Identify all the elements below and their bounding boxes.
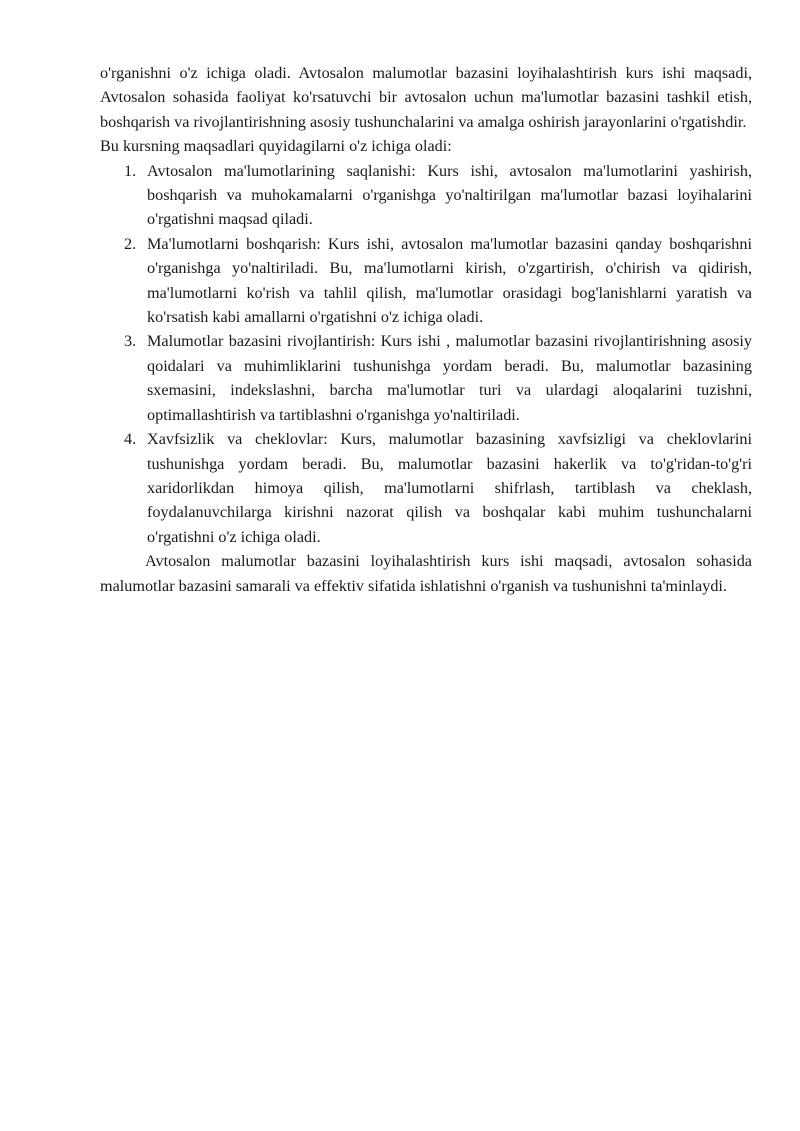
intro-paragraph: o'rganishni o'z ichiga oladi. Avtosalon malumotlar bazasini loyihalashtirish kurs ishi maqsadi, Avtosalon sohasida faoliyat ko'rsatuvchi bir avtosalon uchun ma'lumotlar bazasini tashkil etish, boshqarish va rivojlantirishning asosiy tushunchalarini va amalga oshirish jarayonlarini o'rgatishdir.: [100, 64, 752, 131]
goals-list: [100, 159, 752, 550]
list-item-text: Ma'lumotlarni boshqarish: Kurs ishi, avtosalon ma'lumotlar bazasini qanday boshqarishni o'rganishga yo'naltiriladi. Bu, ma'lumotlarni kirish, o'zgartirish, o'chirish va qidirish, ma'lumotlarni ko'rish va tahlil qilish, ma'lumotlar orasidagi bog'lanishlarni yaratish va ko'rsatish kabi amallarni o'rgatishni o'z ichiga oladi.: [147, 234, 752, 327]
list-item: [100, 329, 752, 427]
list-item-text: Xavfsizlik va cheklovlar: Kurs, malumotlar bazasining xavfsizligi va cheklovlarini tushunishga yordam beradi. Bu, malumotlar bazasini hakerlik va to'g'ridan-to'g'ri xaridorlikdan himoya qilish, ma'lumotlarni shifrlash, tartiblash va cheklash, foydalanuvchilarga kirishni nazorat qilish va boshqalar kabi muhim tushunchalarni o'rgatishni o'z ichiga oladi.: [147, 430, 752, 546]
closing-paragraph: Avtosalon malumotlar bazasini loyihalashtirish kurs ishi maqsadi, avtosalon sohasida malumotlar bazasini samarali va effektiv sifatida ishlatishni o'rganish va tushunishni ta'minlaydi.: [100, 552, 752, 595]
list-item-number: 2.: [124, 234, 137, 253]
document-page: [100, 61, 752, 598]
list-item-number: 1.: [124, 161, 137, 180]
list-item-number: 4.: [124, 430, 137, 449]
list-item: [100, 232, 752, 330]
list-item: [100, 427, 752, 549]
list-intro: Bu kursning maqsadlari quyidagilarni o'z ichiga oladi:: [100, 137, 452, 156]
list-item-text: Malumotlar bazasini rivojlantirish: Kurs ishi , malumotlar bazasini rivojlantirishning asosiy qoidalari va muhimliklarini tushunishga yordam beradi. Bu, malumotlar bazasining sxemasini, indekslashni, barcha ma'lumotlar turi va ulardagi aloqalarini tuzishni, optimallashtirish va tartiblashni o'rganishga yo'naltiriladi.: [147, 332, 752, 424]
list-item-number: 3.: [124, 332, 137, 351]
list-item: [100, 159, 752, 232]
list-item-text: Avtosalon ma'lumotlarining saqlanishi: Kurs ishi, avtosalon ma'lumotlarini yashirish, boshqarish va muhokamalarni o'rganishga yo'naltirilgan ma'lumotlar bazasi loyihalarini o'rgatishni maqsad qiladi.: [147, 161, 752, 229]
